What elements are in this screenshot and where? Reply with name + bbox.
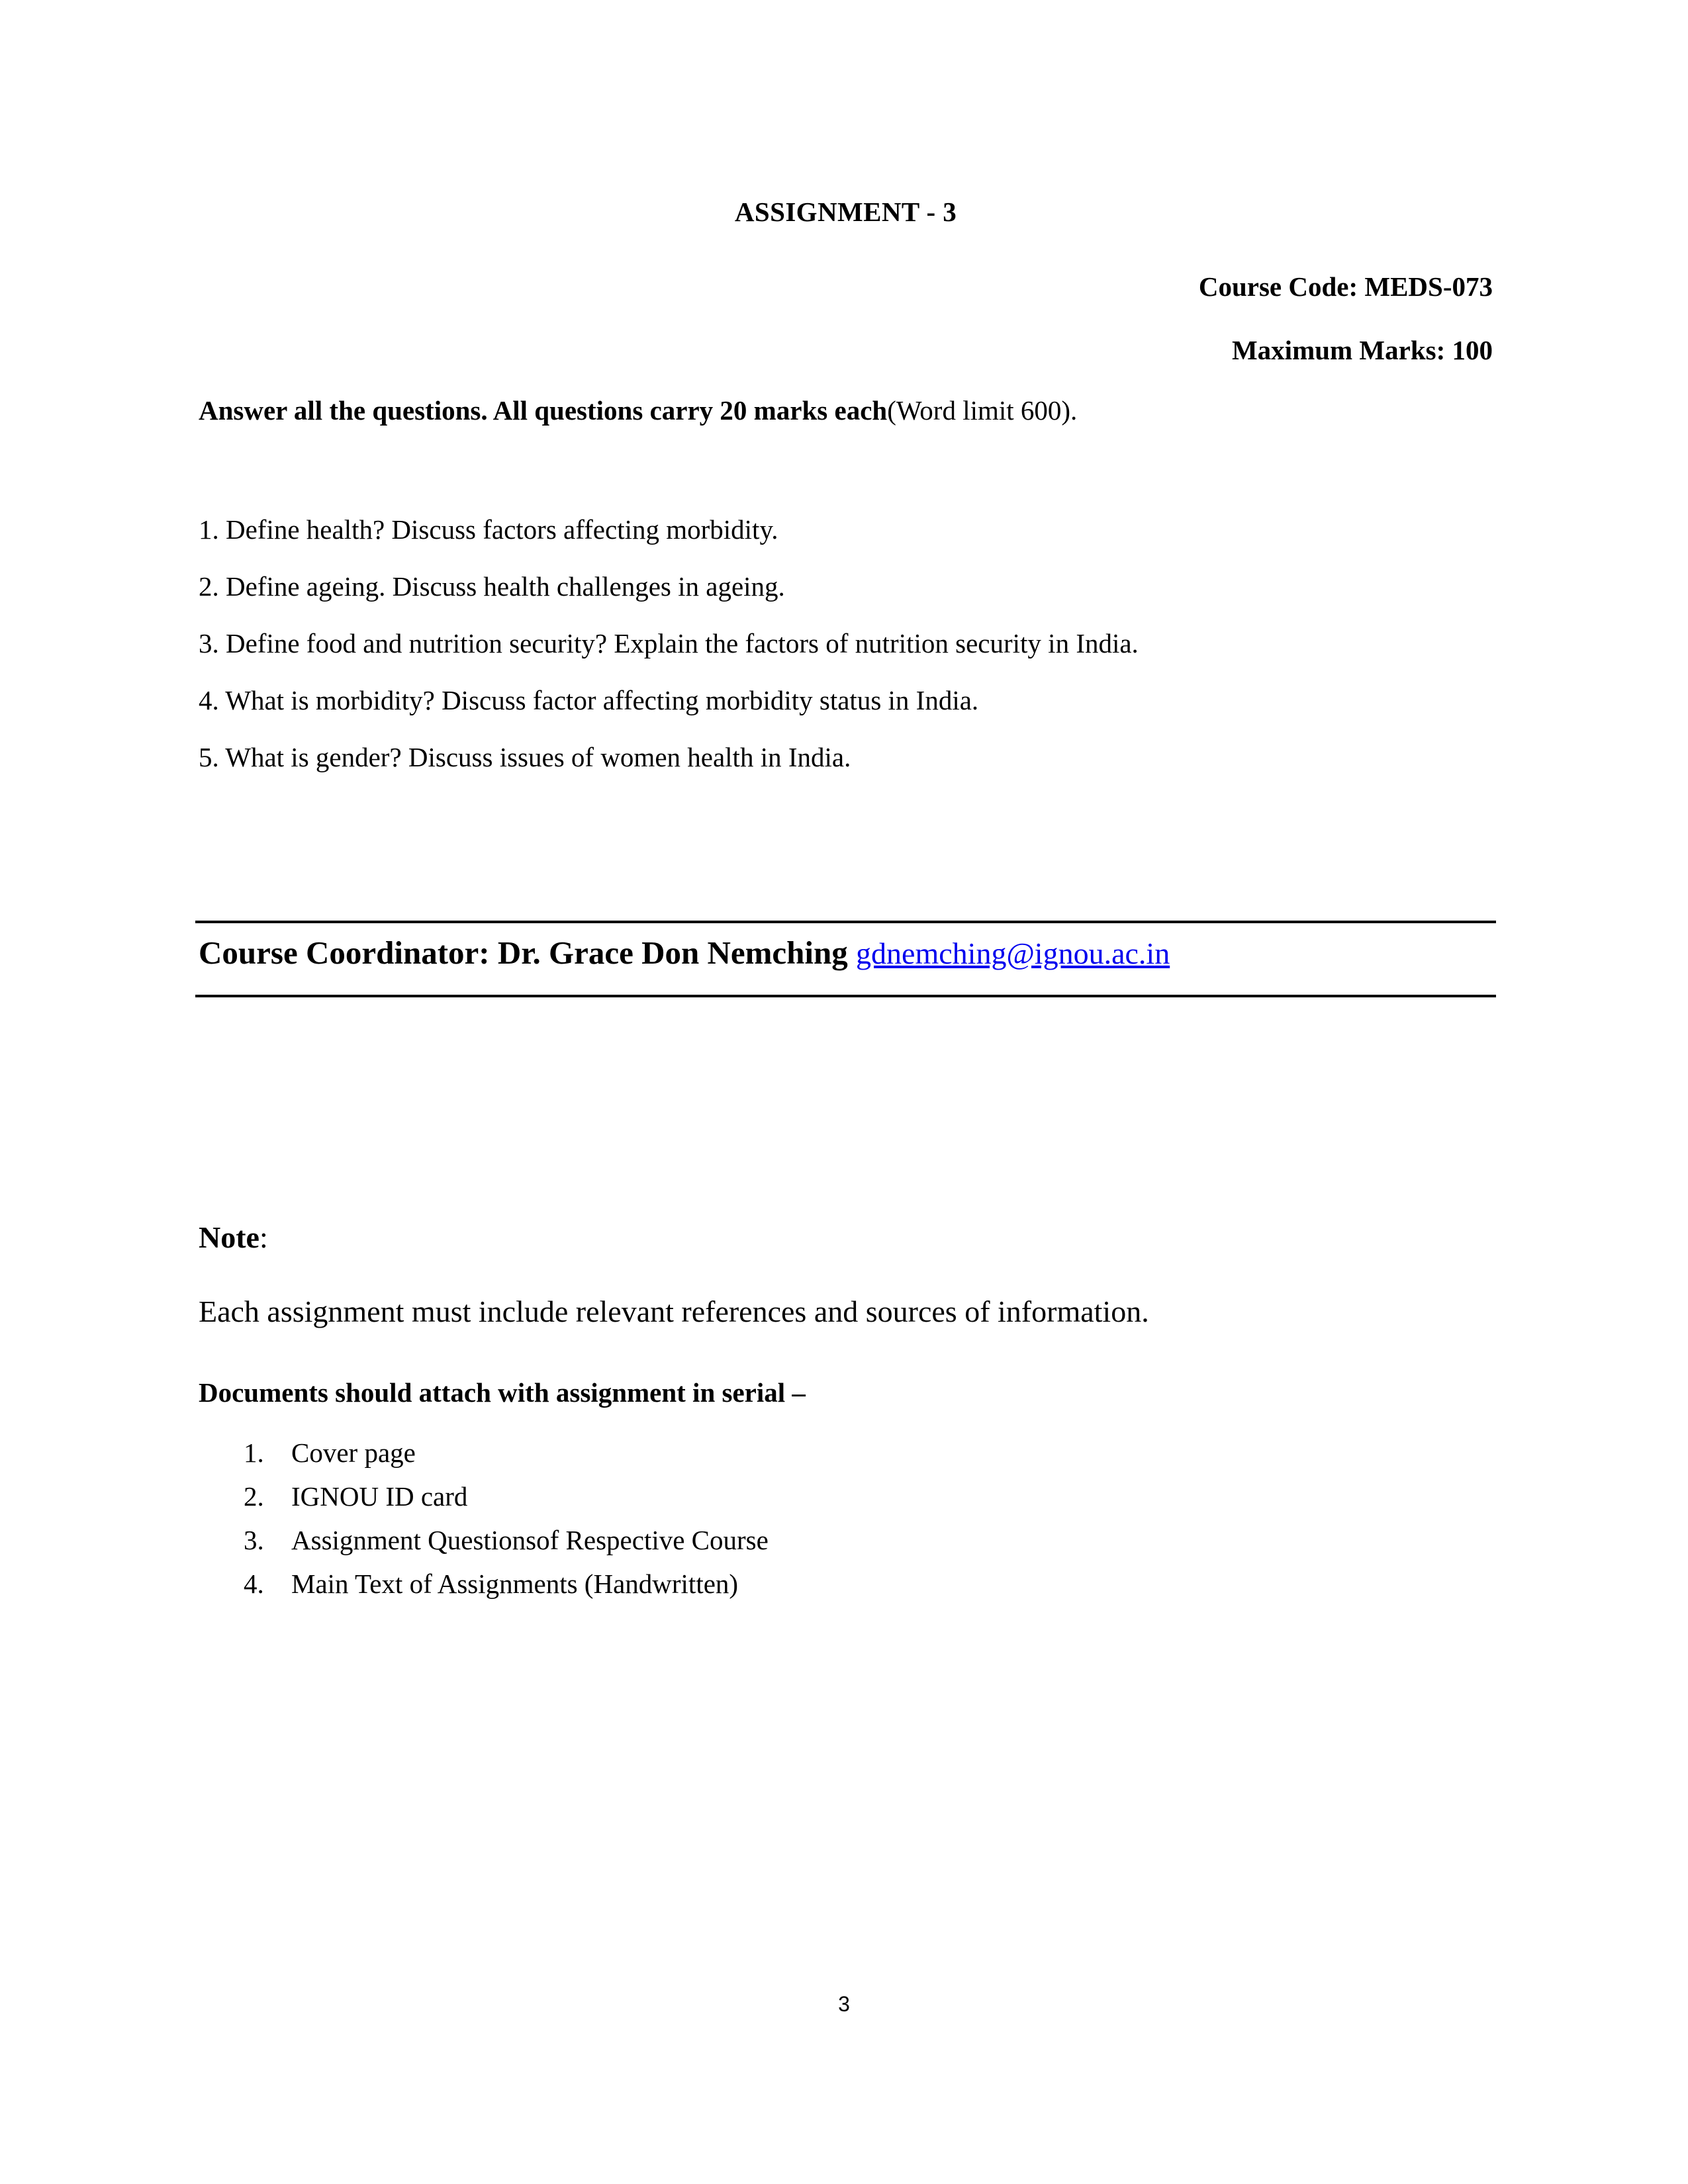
course-coordinator-band xyxy=(195,921,1496,997)
list-item-number: 1. xyxy=(244,1437,264,1468)
list-item xyxy=(199,1483,1493,1510)
question-item xyxy=(199,744,1493,771)
question-item xyxy=(199,516,1493,543)
list-item xyxy=(199,1439,1493,1467)
note-body-text: Each assignment must include relevant references and sources of information. xyxy=(199,1295,1149,1328)
list-item-label: Main Text of Assignments (Handwritten) xyxy=(291,1569,739,1599)
question-item xyxy=(199,630,1493,657)
question-text: What is gender? Discuss issues of women health in India. xyxy=(225,742,851,772)
list-item-label: IGNOU ID card xyxy=(291,1481,468,1512)
page-title: ASSIGNMENT - 3 xyxy=(734,197,957,227)
instruction-regular-text: (Word limit 600). xyxy=(887,395,1078,426)
question-number: 2. xyxy=(199,571,219,602)
question-list xyxy=(199,516,1493,801)
list-item xyxy=(199,1527,1493,1554)
course-coordinator-email-link[interactable]: gdnemching@ignou.ac.in xyxy=(856,936,1170,970)
note-heading-colon: : xyxy=(259,1220,268,1254)
list-item-number: 3. xyxy=(244,1525,264,1555)
question-item xyxy=(199,573,1493,600)
instruction-line xyxy=(199,394,1493,426)
maximum-marks-label: Maximum Marks: 100 xyxy=(1231,335,1493,365)
course-code-label: Course Code: MEDS-073 xyxy=(1198,271,1493,302)
course-coordinator-label: Course Coordinator: Dr. Grace Don Nemching xyxy=(199,934,848,971)
question-text: Define ageing. Discuss health challenges in ageing. xyxy=(226,571,785,602)
course-coordinator-line xyxy=(195,934,1496,972)
list-item-number: 4. xyxy=(244,1569,264,1599)
list-item-label: Cover page xyxy=(291,1437,416,1468)
question-number: 4. xyxy=(199,685,219,715)
question-number: 5. xyxy=(199,742,219,772)
question-text: What is morbidity? Discuss factor affecting morbidity status in India. xyxy=(225,685,979,715)
question-text: Define health? Discuss factors affecting morbidity. xyxy=(226,514,778,545)
question-item xyxy=(199,687,1493,714)
instruction-bold-text: Answer all the questions. All questions carry 20 marks each xyxy=(199,395,888,426)
list-item xyxy=(199,1570,1493,1598)
question-number: 1. xyxy=(199,514,219,545)
note-heading-word: Note xyxy=(199,1220,259,1254)
question-text: Define food and nutrition security? Explain the factors of nutrition security in India. xyxy=(226,628,1139,659)
page-number: 3 xyxy=(838,1992,850,2016)
documents-list xyxy=(199,1439,1493,1614)
question-number: 3. xyxy=(199,628,219,659)
documents-heading: Documents should attach with assignment in serial – xyxy=(199,1377,806,1408)
list-item-number: 2. xyxy=(244,1481,264,1512)
list-item-label: Assignment Questionsof Respective Course xyxy=(291,1525,769,1555)
note-heading xyxy=(199,1220,268,1255)
